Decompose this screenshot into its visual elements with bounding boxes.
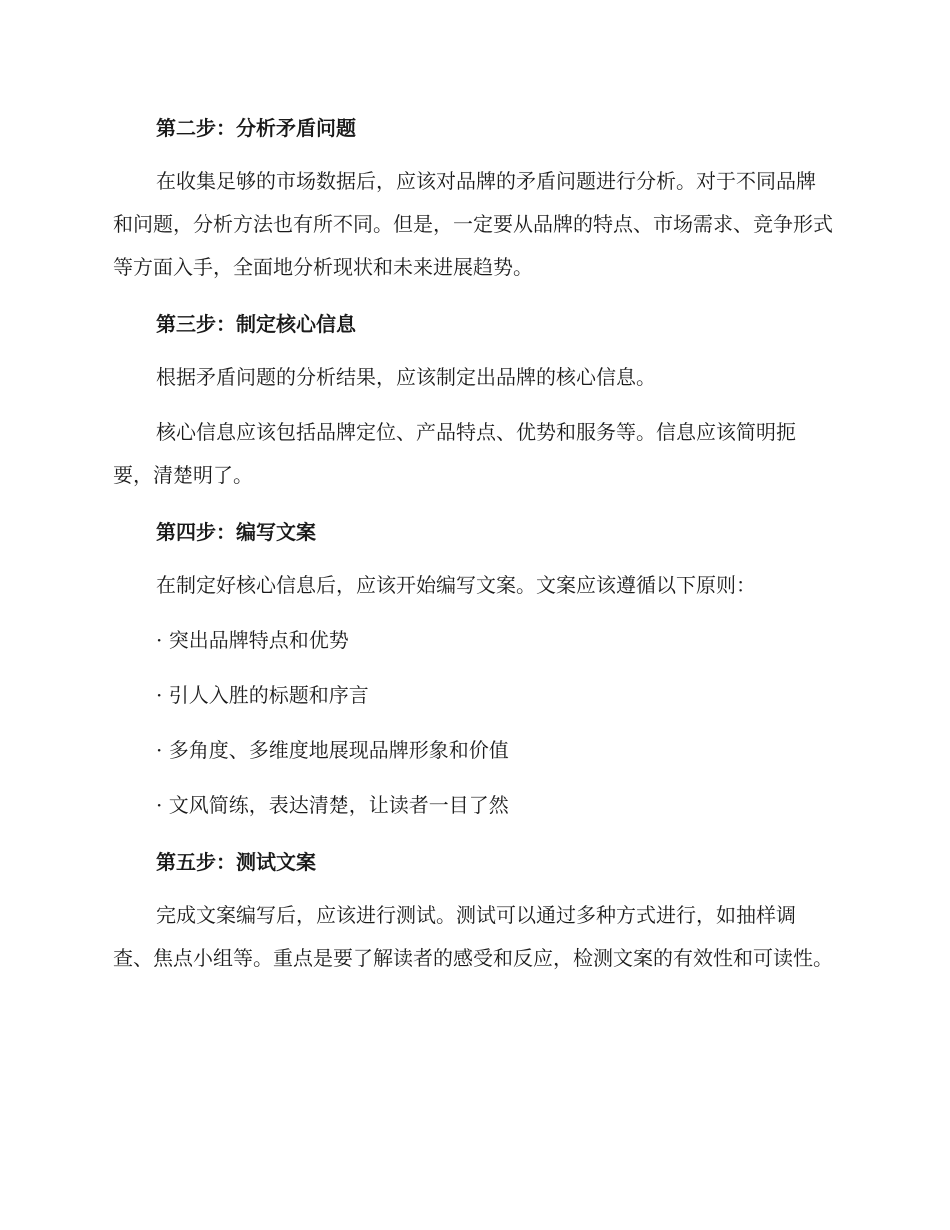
paragraph-core-info-detail: 核心信息应该包括品牌定位、产品特点、优势和服务等。信息应该简明扼要，清楚明了。 <box>113 420 796 487</box>
heading-step-five: 第五步：测试文案 <box>156 850 316 874</box>
heading-step-two: 第二步：分析矛盾问题 <box>156 116 356 140</box>
bullet-item: · 多角度、多维度地展现品牌形象和价值 <box>156 738 509 762</box>
paragraph-core-info-intro: 根据矛盾问题的分析结果，应该制定出品牌的核心信息。 <box>156 365 656 389</box>
paragraph-writing-principles: 在制定好核心信息后，应该开始编写文案。文案应该遵循以下原则： <box>156 573 756 597</box>
bullet-item: · 突出品牌特点和优势 <box>156 628 349 652</box>
paragraph-analysis: 在收集足够的市场数据后，应该对品牌的矛盾问题进行分析。对于不同品牌和问题，分析方法也有所不同。但是，一定要从品牌的特点、市场需求、竞争形式等方面入手，全面地分析现状和未来进展趋势。 <box>113 169 833 279</box>
bullet-item: · 引人入胜的标题和序言 <box>156 683 369 707</box>
paragraph-testing: 完成文案编写后，应该进行测试。测试可以通过多种方式进行，如抽样调查、焦点小组等。重点是要了解读者的感受和反应，检测文案的有效性和可读性。 <box>113 903 833 970</box>
heading-step-three: 第三步：制定核心信息 <box>156 312 356 336</box>
document-page <box>113 108 833 980</box>
bullet-item: · 文风简练，表达清楚，让读者一目了然 <box>156 793 509 817</box>
heading-step-four: 第四步：编写文案 <box>156 520 316 544</box>
